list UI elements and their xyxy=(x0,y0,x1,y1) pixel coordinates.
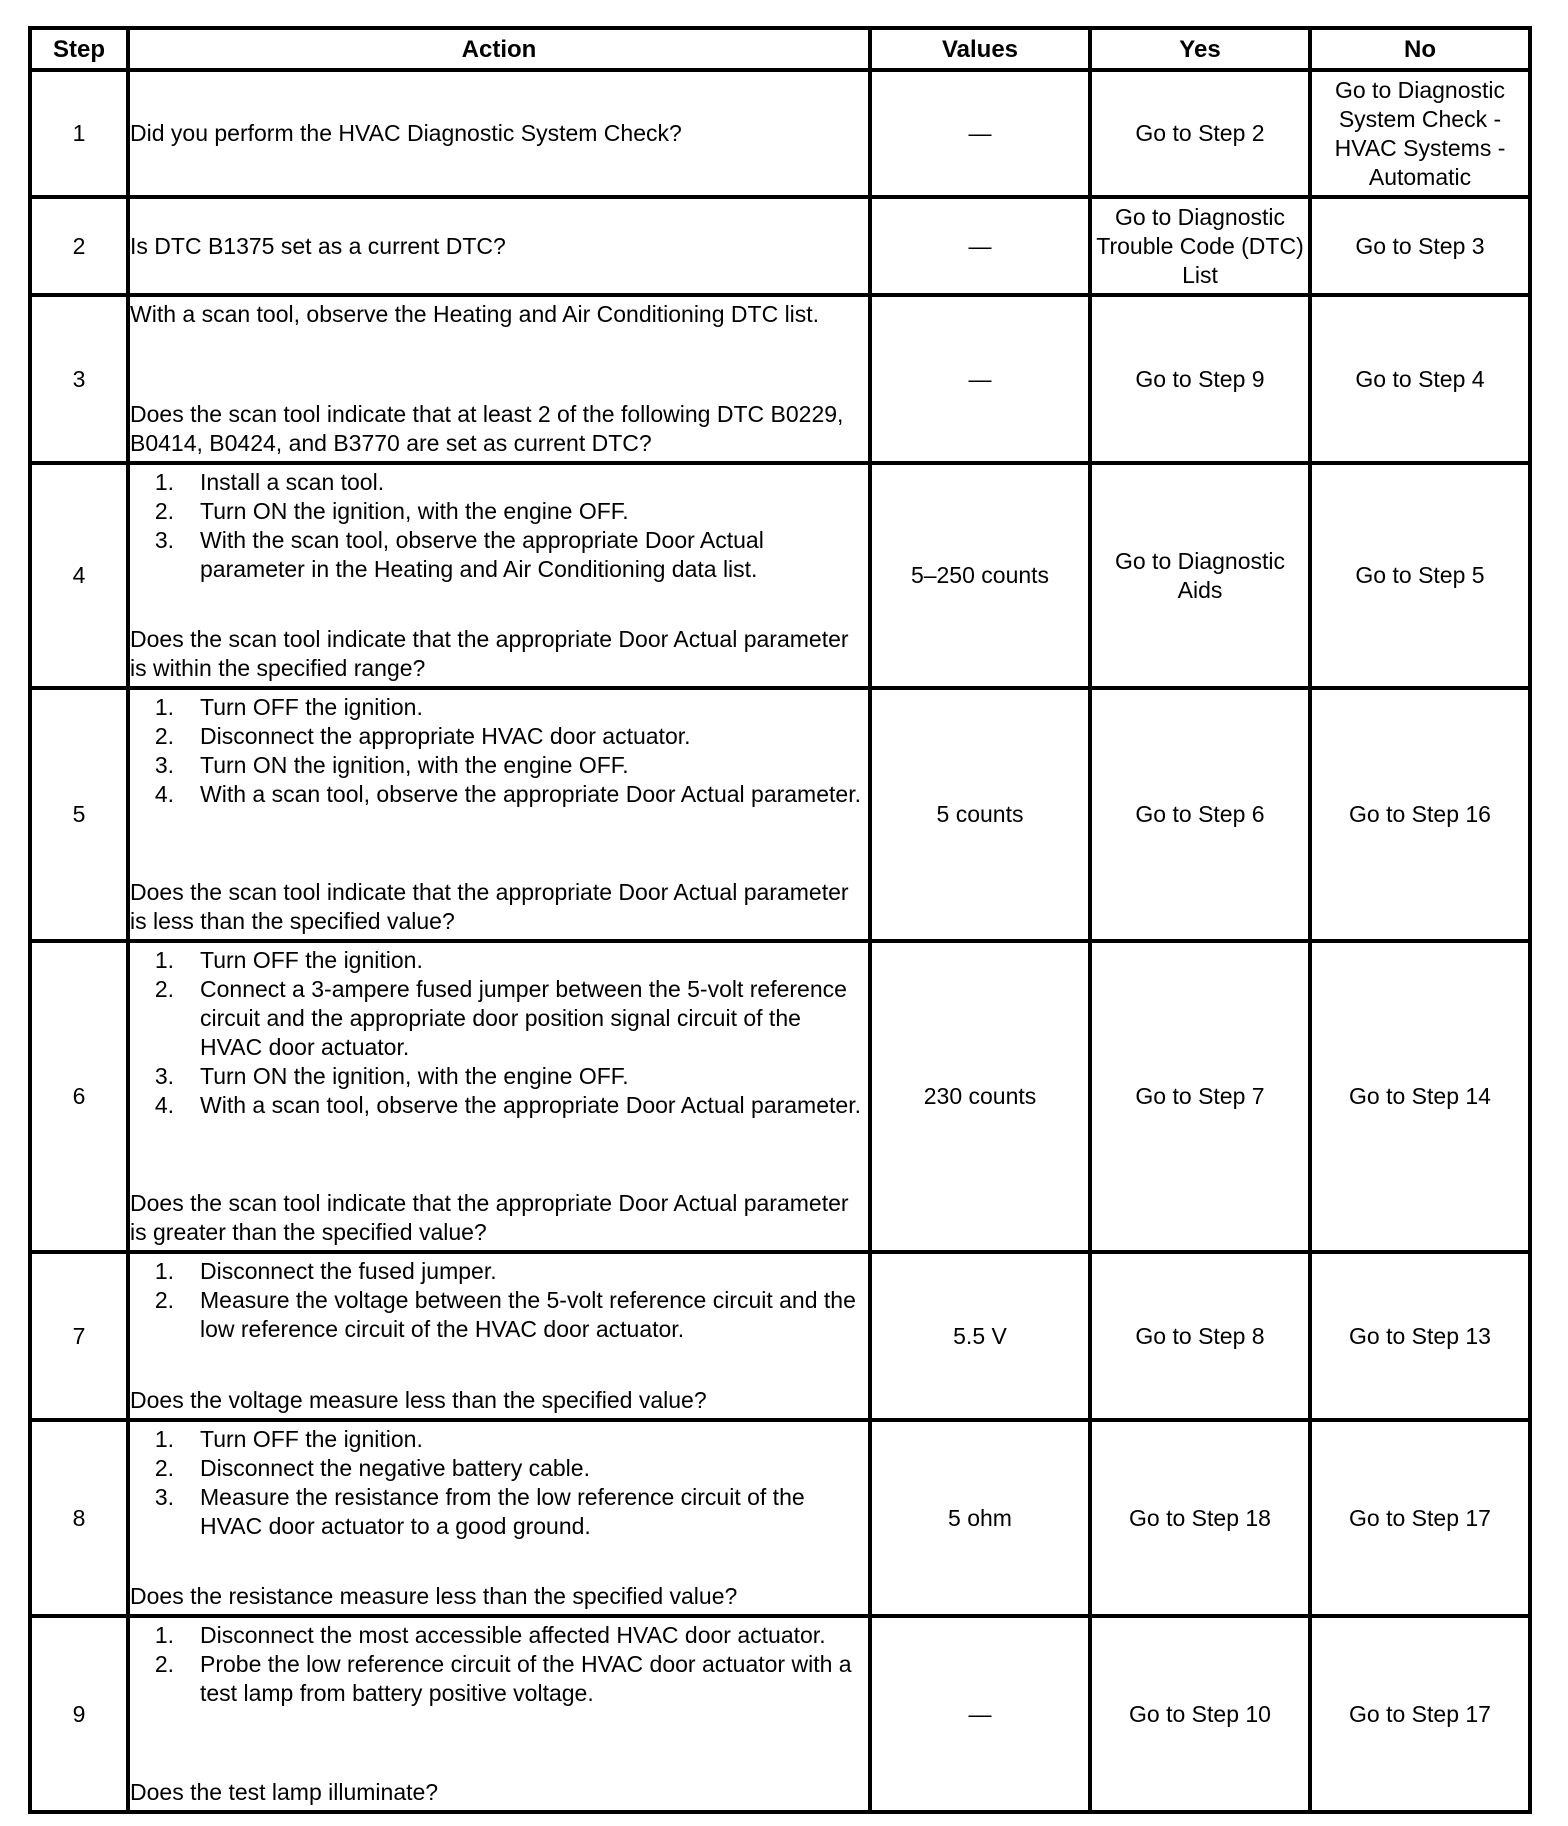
list-text: With a scan tool, observe the appropriate Door Actual parameter. xyxy=(200,1092,861,1118)
list-text: Install a scan tool. xyxy=(200,469,385,495)
list-item xyxy=(130,1062,868,1091)
list-text: Disconnect the most accessible affected HVAC door actuator. xyxy=(200,1622,826,1648)
header-no: No xyxy=(1310,28,1530,70)
value-cell: 230 counts xyxy=(870,941,1090,1252)
header-values: Values xyxy=(870,28,1090,70)
yes-link[interactable]: Go to Step 9 xyxy=(1090,295,1310,463)
action-cell xyxy=(128,941,870,1252)
procedure-list xyxy=(130,693,868,809)
value-cell: 5 counts xyxy=(870,688,1090,941)
list-number: 1. xyxy=(154,947,174,973)
header-row xyxy=(30,28,1530,70)
action-question: Does the scan tool indicate that the appropriate Door Actual parameter is greater than the specified value? xyxy=(130,1190,849,1245)
list-number: 2. xyxy=(154,1287,174,1313)
step-number: 1 xyxy=(30,70,128,197)
table-row xyxy=(30,941,1530,1252)
list-text: Turn OFF the ignition. xyxy=(200,1426,423,1452)
table-row xyxy=(30,688,1530,941)
action-cell xyxy=(128,463,870,688)
action-intro: With a scan tool, observe the Heating and Air Conditioning DTC list. xyxy=(130,301,820,327)
no-link[interactable]: Go to Step 17 xyxy=(1310,1420,1530,1616)
step-number: 8 xyxy=(30,1420,128,1616)
list-text: Turn ON the ignition, with the engine OFF. xyxy=(200,752,629,778)
list-text: Disconnect the negative battery cable. xyxy=(200,1455,590,1481)
table-row xyxy=(30,70,1530,197)
list-text: Measure the resistance from the low reference circuit of the HVAC door actuator to a good ground. xyxy=(200,1484,805,1539)
yes-link[interactable]: Go to Step 10 xyxy=(1090,1616,1310,1812)
list-number: 1. xyxy=(154,1426,174,1452)
yes-link[interactable]: Go to Step 6 xyxy=(1090,688,1310,941)
list-item xyxy=(130,751,868,780)
list-number: 1. xyxy=(154,1622,174,1648)
action-cell xyxy=(128,197,870,295)
header-step: Step xyxy=(30,28,128,70)
list-text: Turn OFF the ignition. xyxy=(200,694,423,720)
procedure-list xyxy=(130,946,868,1120)
value-cell: — xyxy=(870,197,1090,295)
no-link[interactable]: Go to Step 3 xyxy=(1310,197,1530,295)
value-cell: — xyxy=(870,295,1090,463)
procedure-list xyxy=(130,1621,868,1708)
list-item xyxy=(130,1091,868,1120)
list-item xyxy=(130,780,868,809)
list-number: 1. xyxy=(154,1258,174,1284)
yes-link[interactable]: Go to Step 18 xyxy=(1090,1420,1310,1616)
yes-link[interactable]: Go to Diagnostic Trouble Code (DTC) List xyxy=(1090,197,1310,295)
procedure-list xyxy=(130,1425,868,1541)
list-number: 3. xyxy=(154,752,174,778)
list-text: With the scan tool, observe the appropriate Door Actual parameter in the Heating and Air Conditioning data list. xyxy=(200,527,764,582)
list-number: 3. xyxy=(154,527,174,553)
action-cell xyxy=(128,1420,870,1616)
list-text: With a scan tool, observe the appropriate Door Actual parameter. xyxy=(200,781,861,807)
no-link[interactable]: Go to Step 13 xyxy=(1310,1252,1530,1420)
action-cell xyxy=(128,295,870,463)
step-number: 5 xyxy=(30,688,128,941)
step-number: 6 xyxy=(30,941,128,1252)
action-question: Is DTC B1375 set as a current DTC? xyxy=(130,232,506,259)
list-text: Turn ON the ignition, with the engine OFF. xyxy=(200,1063,629,1089)
value-cell: — xyxy=(870,1616,1090,1812)
list-item xyxy=(130,1257,868,1286)
list-number: 1. xyxy=(154,694,174,720)
action-cell xyxy=(128,688,870,941)
list-number: 2. xyxy=(154,723,174,749)
action-question: Does the resistance measure less than the specified value? xyxy=(130,1583,738,1609)
action-cell xyxy=(128,70,870,197)
table-row xyxy=(30,295,1530,463)
no-link[interactable]: Go to Step 17 xyxy=(1310,1616,1530,1812)
action-question: Does the scan tool indicate that the appropriate Door Actual parameter is less than the specified value? xyxy=(130,879,849,934)
list-number: 3. xyxy=(154,1484,174,1510)
table-row xyxy=(30,197,1530,295)
list-number: 2. xyxy=(154,1651,174,1677)
list-text: Probe the low reference circuit of the HVAC door actuator with a test lamp from battery positive voltage. xyxy=(200,1651,852,1706)
procedure-list xyxy=(130,468,868,584)
list-item xyxy=(130,946,868,975)
list-item xyxy=(130,1621,868,1650)
value-cell: 5–250 counts xyxy=(870,463,1090,688)
action-question: Does the scan tool indicate that the appropriate Door Actual parameter is within the specified range? xyxy=(130,626,849,681)
yes-link[interactable]: Go to Step 8 xyxy=(1090,1252,1310,1420)
list-number: 2. xyxy=(154,976,174,1002)
action-question: Does the test lamp illuminate? xyxy=(130,1779,439,1805)
no-link[interactable]: Go to Step 16 xyxy=(1310,688,1530,941)
list-text: Disconnect the fused jumper. xyxy=(200,1258,497,1284)
header-action: Action xyxy=(128,28,870,70)
list-item xyxy=(130,1425,868,1454)
list-text: Measure the voltage between the 5-volt reference circuit and the low reference circuit of the HVAC door actuator. xyxy=(200,1287,856,1342)
list-item xyxy=(130,1454,868,1483)
yes-link[interactable]: Go to Diagnostic Aids xyxy=(1090,463,1310,688)
action-cell xyxy=(128,1252,870,1420)
list-number: 2. xyxy=(154,498,174,524)
list-number: 1. xyxy=(154,469,174,495)
step-number: 3 xyxy=(30,295,128,463)
table-row xyxy=(30,1252,1530,1420)
step-number: 2 xyxy=(30,197,128,295)
list-number: 4. xyxy=(154,1092,174,1118)
list-item xyxy=(130,468,868,497)
table-row xyxy=(30,1420,1530,1616)
list-text: Turn ON the ignition, with the engine OFF. xyxy=(200,498,629,524)
list-item xyxy=(130,1650,868,1708)
value-cell: 5 ohm xyxy=(870,1420,1090,1616)
list-item xyxy=(130,693,868,722)
action-cell xyxy=(128,1616,870,1812)
yes-link[interactable]: Go to Step 7 xyxy=(1090,941,1310,1252)
list-item xyxy=(130,1483,868,1541)
no-link[interactable]: Go to Diagnostic System Check - HVAC Systems - Automatic xyxy=(1310,70,1530,197)
action-question: Does the scan tool indicate that at least 2 of the following DTC B0229, B0414, B0424, and B3770 are set as current DTC? xyxy=(130,401,844,456)
no-link[interactable]: Go to Step 5 xyxy=(1310,463,1530,688)
table-row xyxy=(30,1616,1530,1812)
list-item xyxy=(130,975,868,1062)
value-cell: — xyxy=(870,70,1090,197)
action-question: Did you perform the HVAC Diagnostic System Check? xyxy=(130,120,682,146)
header-yes: Yes xyxy=(1090,28,1310,70)
list-item xyxy=(130,526,868,584)
table-row xyxy=(30,463,1530,688)
list-number: 2. xyxy=(154,1455,174,1481)
list-text: Disconnect the appropriate HVAC door actuator. xyxy=(200,723,691,749)
list-item xyxy=(130,722,868,751)
list-number: 4. xyxy=(154,781,174,807)
list-number: 3. xyxy=(154,1063,174,1089)
diagnostic-table xyxy=(28,26,1532,1814)
yes-link[interactable]: Go to Step 2 xyxy=(1090,70,1310,197)
step-number: 9 xyxy=(30,1616,128,1812)
no-link[interactable]: Go to Step 14 xyxy=(1310,941,1530,1252)
list-text: Turn OFF the ignition. xyxy=(200,947,423,973)
list-text: Connect a 3-ampere fused jumper between the 5-volt reference circuit and the appropriate door position signal circuit of the HVAC door actuator. xyxy=(200,976,847,1060)
step-number: 4 xyxy=(30,463,128,688)
list-item xyxy=(130,497,868,526)
list-item xyxy=(130,1286,868,1344)
no-link[interactable]: Go to Step 4 xyxy=(1310,295,1530,463)
procedure-list xyxy=(130,1257,868,1344)
value-cell: 5.5 V xyxy=(870,1252,1090,1420)
action-question: Does the voltage measure less than the specified value? xyxy=(130,1387,707,1413)
step-number: 7 xyxy=(30,1252,128,1420)
